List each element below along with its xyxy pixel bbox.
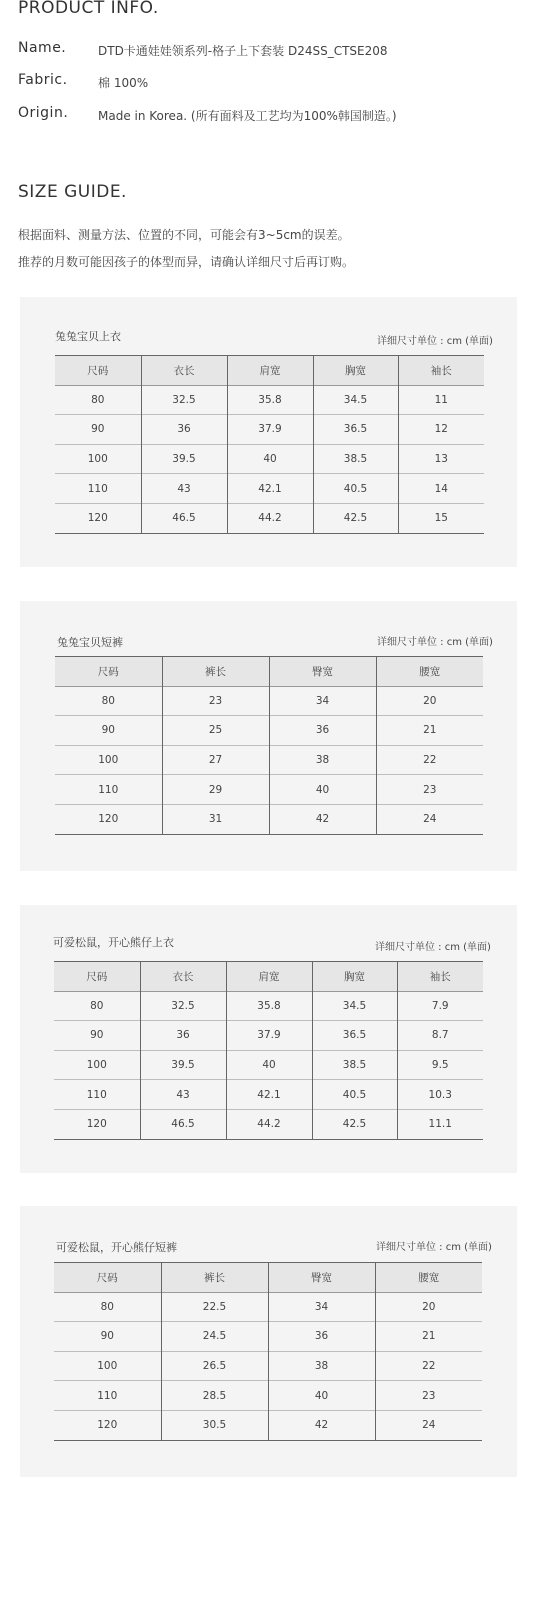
table-title: 可爱松鼠，开心熊仔短裤	[56, 1241, 177, 1254]
fabric-value: 棉 100%	[98, 76, 149, 90]
table-row	[55, 775, 483, 805]
header-cell: 尺码	[86, 970, 108, 983]
table-cell: 34	[269, 686, 376, 716]
table-row	[55, 385, 484, 415]
info-row-name	[18, 40, 538, 60]
table-cell: 38	[268, 1351, 375, 1381]
table-unit-note: 详细尺寸单位 : cm (单面)	[376, 1242, 492, 1253]
table-cell: 11.1	[397, 1109, 483, 1139]
info-row-fabric	[18, 72, 538, 92]
table-cell: 43	[141, 474, 227, 504]
table-row	[54, 1322, 482, 1352]
table-cell: 42.5	[312, 1109, 397, 1139]
table-row	[55, 444, 484, 474]
table-cell: 14	[398, 474, 484, 504]
table-header-row	[55, 657, 483, 687]
table-cell: 90	[100, 1330, 114, 1343]
table-cell: 80	[91, 393, 105, 406]
table-cell: 34.5	[312, 991, 397, 1021]
table-cell: 40	[269, 775, 376, 805]
table-cell: 27	[162, 745, 269, 775]
size-table-panel	[20, 297, 517, 567]
table-cell: 36	[268, 1322, 375, 1352]
table-cell: 43	[140, 1080, 226, 1110]
table-cell: 120	[98, 813, 119, 826]
table-cell: 15	[398, 503, 484, 533]
table-cell: 23	[162, 686, 269, 716]
table-cell: 90	[91, 423, 105, 436]
header-cell: 袖长	[398, 356, 484, 386]
table-row	[54, 1080, 483, 1110]
table-cell: 100	[86, 1059, 107, 1072]
table-cell: 80	[101, 694, 115, 707]
fabric-label: Fabric.	[18, 72, 68, 88]
table-cell: 40	[268, 1381, 375, 1411]
table-row	[54, 1410, 482, 1440]
table-cell: 9.5	[397, 1050, 483, 1080]
table-cell: 26.5	[161, 1351, 268, 1381]
size-guide-note-2: 推荐的月数可能因孩子的体型而异，请确认详细尺寸后再订购。	[18, 255, 355, 269]
table-cell: 40	[226, 1050, 312, 1080]
table-cell: 44.2	[227, 503, 313, 533]
table-cell: 37.9	[226, 1021, 312, 1051]
table-cell: 8.7	[397, 1021, 483, 1051]
table-row	[54, 1351, 482, 1381]
table-cell: 36	[141, 415, 227, 445]
table-cell: 36	[140, 1021, 226, 1051]
table-cell: 39.5	[141, 444, 227, 474]
table-row	[54, 1021, 483, 1051]
table-row	[55, 716, 483, 746]
table-cell: 120	[97, 1419, 118, 1432]
header-cell: 肩宽	[226, 962, 312, 992]
header-cell: 肩宽	[227, 356, 313, 386]
name-value: DTD卡通娃娃领系列-格子上下套装 D24SS_CTSE208	[98, 44, 388, 58]
header-cell: 胸宽	[313, 356, 398, 386]
size-table	[54, 1262, 482, 1441]
table-cell: 36.5	[313, 415, 398, 445]
table-cell: 13	[398, 444, 484, 474]
table-cell: 40.5	[313, 474, 398, 504]
table-cell: 100	[87, 453, 108, 466]
table-row	[54, 1292, 482, 1322]
table-cell: 90	[90, 1029, 104, 1042]
table-cell: 31	[162, 804, 269, 834]
header-cell: 裤长	[161, 1263, 268, 1293]
table-cell: 46.5	[141, 503, 227, 533]
table-cell: 24	[376, 804, 483, 834]
table-cell: 110	[98, 783, 119, 796]
table-title: 兔兔宝贝短裤	[57, 636, 123, 649]
table-cell: 7.9	[397, 991, 483, 1021]
header-cell: 尺码	[97, 665, 119, 678]
table-row	[54, 1381, 482, 1411]
table-cell: 21	[376, 716, 483, 746]
table-cell: 42	[269, 804, 376, 834]
table-cell: 35.8	[227, 385, 313, 415]
table-cell: 22	[375, 1351, 482, 1381]
table-cell: 37.9	[227, 415, 313, 445]
table-cell: 21	[375, 1322, 482, 1352]
table-cell: 36	[269, 716, 376, 746]
table-header-row	[54, 1263, 482, 1293]
table-cell: 32.5	[141, 385, 227, 415]
header-cell: 衣长	[141, 356, 227, 386]
table-cell: 25	[162, 716, 269, 746]
size-table-panel	[20, 1206, 517, 1477]
table-row	[54, 1109, 483, 1139]
table-cell: 34	[268, 1292, 375, 1322]
table-cell: 30.5	[161, 1410, 268, 1440]
table-title: 兔兔宝贝上衣	[55, 330, 121, 343]
table-cell: 46.5	[140, 1109, 226, 1139]
table-cell: 110	[97, 1389, 118, 1402]
info-row-origin	[18, 105, 538, 125]
table-cell: 12	[398, 415, 484, 445]
table-cell: 80	[100, 1300, 114, 1313]
table-cell: 42.5	[313, 503, 398, 533]
size-table-panel	[20, 601, 517, 871]
table-cell: 38	[269, 745, 376, 775]
origin-value: Made in Korea. (所有面料及工艺均为100%韩国制造。)	[98, 109, 397, 123]
table-cell: 39.5	[140, 1050, 226, 1080]
table-cell: 110	[86, 1088, 107, 1101]
header-cell: 胸宽	[312, 962, 397, 992]
header-cell: 尺码	[96, 1271, 118, 1284]
table-unit-note: 详细尺寸单位 : cm (单面)	[375, 942, 491, 953]
table-title: 可爱松鼠，开心熊仔上衣	[53, 936, 174, 949]
table-row	[55, 686, 483, 716]
header-cell: 裤长	[162, 657, 269, 687]
header-cell: 腰宽	[375, 1263, 482, 1293]
table-cell: 10.3	[397, 1080, 483, 1110]
table-cell: 40.5	[312, 1080, 397, 1110]
origin-label: Origin.	[18, 105, 69, 121]
header-cell: 尺码	[87, 364, 109, 377]
table-cell: 44.2	[226, 1109, 312, 1139]
table-cell: 120	[86, 1118, 107, 1131]
table-cell: 24	[375, 1410, 482, 1440]
table-cell: 42.1	[227, 474, 313, 504]
table-cell: 29	[162, 775, 269, 805]
table-cell: 34.5	[313, 385, 398, 415]
header-cell: 腰宽	[376, 657, 483, 687]
header-cell: 臀宽	[268, 1263, 375, 1293]
table-cell: 24.5	[161, 1322, 268, 1352]
table-cell: 120	[87, 512, 108, 525]
header-cell: 臀宽	[269, 657, 376, 687]
table-cell: 20	[375, 1292, 482, 1322]
table-cell: 42.1	[226, 1080, 312, 1110]
table-header-row	[54, 962, 483, 992]
table-cell: 23	[376, 775, 483, 805]
table-cell: 38.5	[313, 444, 398, 474]
table-cell: 80	[90, 999, 104, 1012]
table-cell: 35.8	[226, 991, 312, 1021]
size-table	[55, 355, 484, 534]
table-header-row	[55, 356, 484, 386]
table-cell: 40	[227, 444, 313, 474]
table-cell: 11	[398, 385, 484, 415]
table-cell: 100	[98, 754, 119, 767]
table-cell: 42	[268, 1410, 375, 1440]
table-cell: 38.5	[312, 1050, 397, 1080]
table-row	[54, 991, 483, 1021]
header-cell: 衣长	[140, 962, 226, 992]
table-row	[55, 804, 483, 834]
table-unit-note: 详细尺寸单位 : cm (单面)	[377, 336, 493, 347]
size-guide-heading: SIZE GUIDE.	[18, 182, 127, 202]
table-cell: 110	[87, 482, 108, 495]
table-row	[55, 503, 484, 533]
size-guide-note-1: 根据面料、测量方法、位置的不同，可能会有3~5cm的误差。	[18, 228, 350, 242]
table-cell: 23	[375, 1381, 482, 1411]
header-cell: 袖长	[397, 962, 483, 992]
table-unit-note: 详细尺寸单位 : cm (单面)	[377, 637, 493, 648]
size-table	[54, 961, 483, 1140]
table-cell: 22	[376, 745, 483, 775]
table-cell: 100	[97, 1360, 118, 1373]
table-row	[55, 474, 484, 504]
table-cell: 22.5	[161, 1292, 268, 1322]
table-row	[54, 1050, 483, 1080]
table-row	[55, 745, 483, 775]
table-row	[55, 415, 484, 445]
table-cell: 36.5	[312, 1021, 397, 1051]
name-label: Name.	[18, 40, 67, 56]
table-cell: 28.5	[161, 1381, 268, 1411]
table-cell: 20	[376, 686, 483, 716]
size-table-panel	[20, 905, 517, 1173]
product-info-heading: PRODUCT INFO.	[18, 0, 159, 18]
table-cell: 32.5	[140, 991, 226, 1021]
table-cell: 90	[101, 724, 115, 737]
size-table	[55, 656, 483, 835]
